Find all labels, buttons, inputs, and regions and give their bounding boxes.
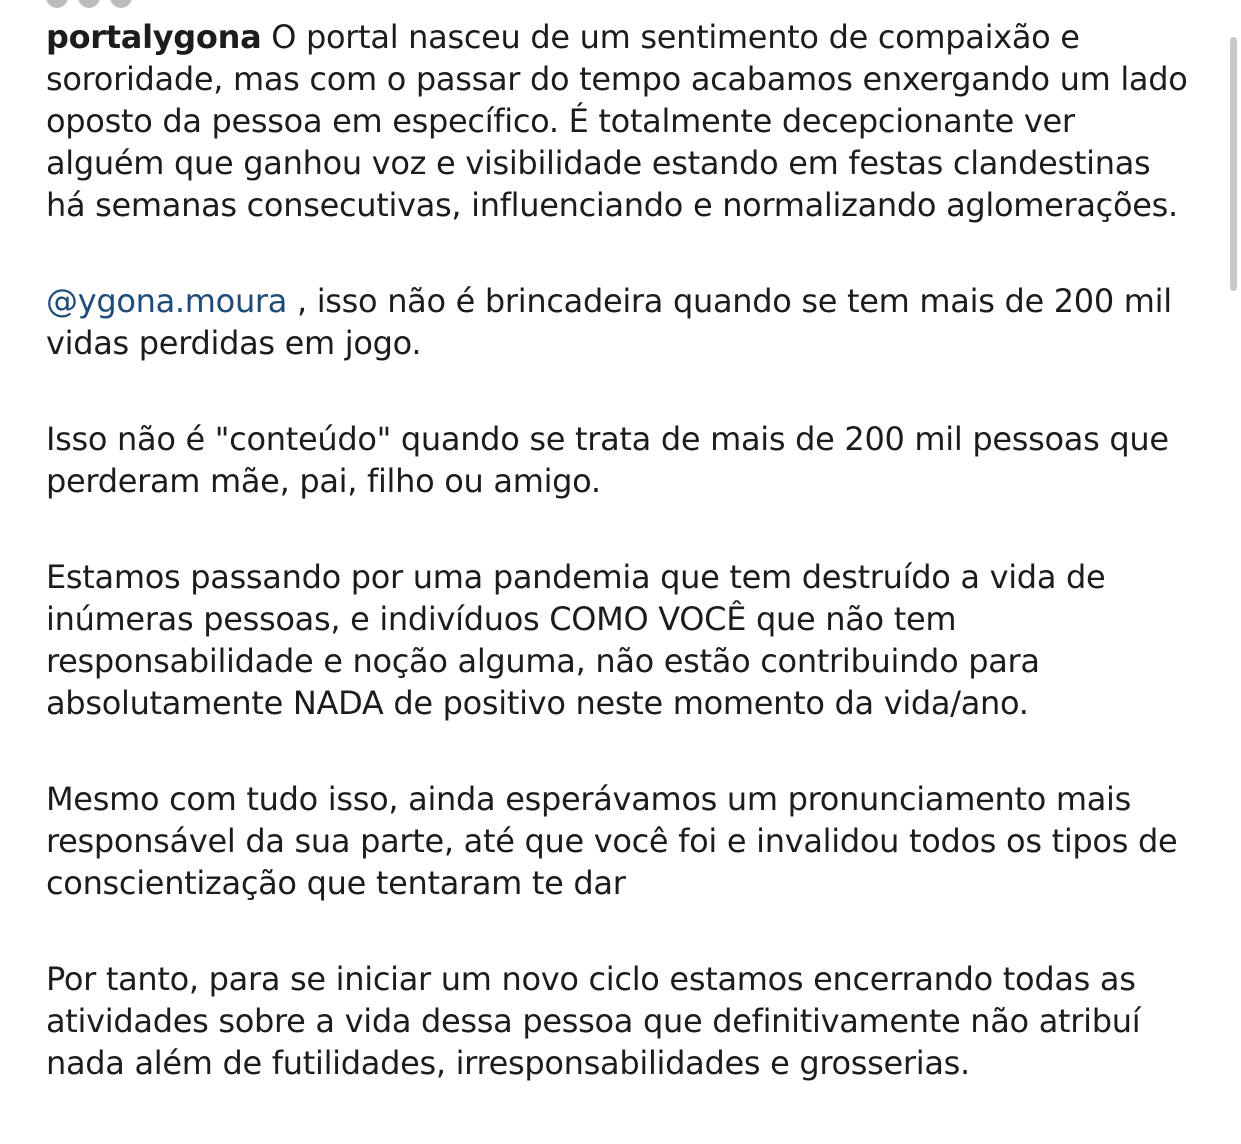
caption-text-6: Por tanto, para se iniciar um novo ciclo estamos encerrando todas as atividades sobre a vida dessa pessoa que definitivamente não atribuí nada além de futilidades, irresponsabilidades e grosserias. [46,960,1141,1082]
cropped-icon-2 [78,0,100,8]
caption-paragraph-5 [46,778,1196,904]
post-caption [46,16,1196,1138]
cropped-top-icons [46,0,186,8]
cropped-icon-1 [46,0,68,8]
mention-link[interactable]: @ygona.moura [46,282,288,320]
username-link[interactable]: portalygona [46,18,262,56]
caption-paragraph-1 [46,16,1196,226]
caption-text-2: , isso não é brincadeira quando se tem mais de 200 mil vidas perdidas em jogo. [46,282,1172,362]
caption-text-1: O portal nasceu de um sentimento de compaixão e sororidade, mas com o passar do tempo acabamos enxergando um lado oposto da pessoa em específico. É totalmente decepcionante ver alguém que ganhou voz e visibilidade estando em festas clandestinas há semanas consecutivas, influenciando e normalizando aglomerações. [46,18,1188,224]
scrollbar[interactable] [1230,37,1237,291]
cropped-icon-3 [110,0,132,8]
caption-paragraph-2 [46,280,1196,364]
caption-paragraph-6 [46,958,1196,1084]
caption-paragraph-4 [46,556,1196,724]
caption-text-3: Isso não é "conteúdo" quando se trata de mais de 200 mil pessoas que perderam mãe, pai, filho ou amigo. [46,420,1169,500]
caption-paragraph-3 [46,418,1196,502]
caption-text-4: Estamos passando por uma pandemia que tem destruído a vida de inúmeras pessoas, e indivíduos COMO VOCÊ que não tem responsabilidade e noção alguma, não estão contribuindo para absolutamente NADA de positivo neste momento da vida/ano. [46,558,1106,722]
caption-text-5: Mesmo com tudo isso, ainda esperávamos um pronunciamento mais responsável da sua parte, até que você foi e invalidou todos os tipos de conscientização que tentaram te dar [46,780,1178,902]
